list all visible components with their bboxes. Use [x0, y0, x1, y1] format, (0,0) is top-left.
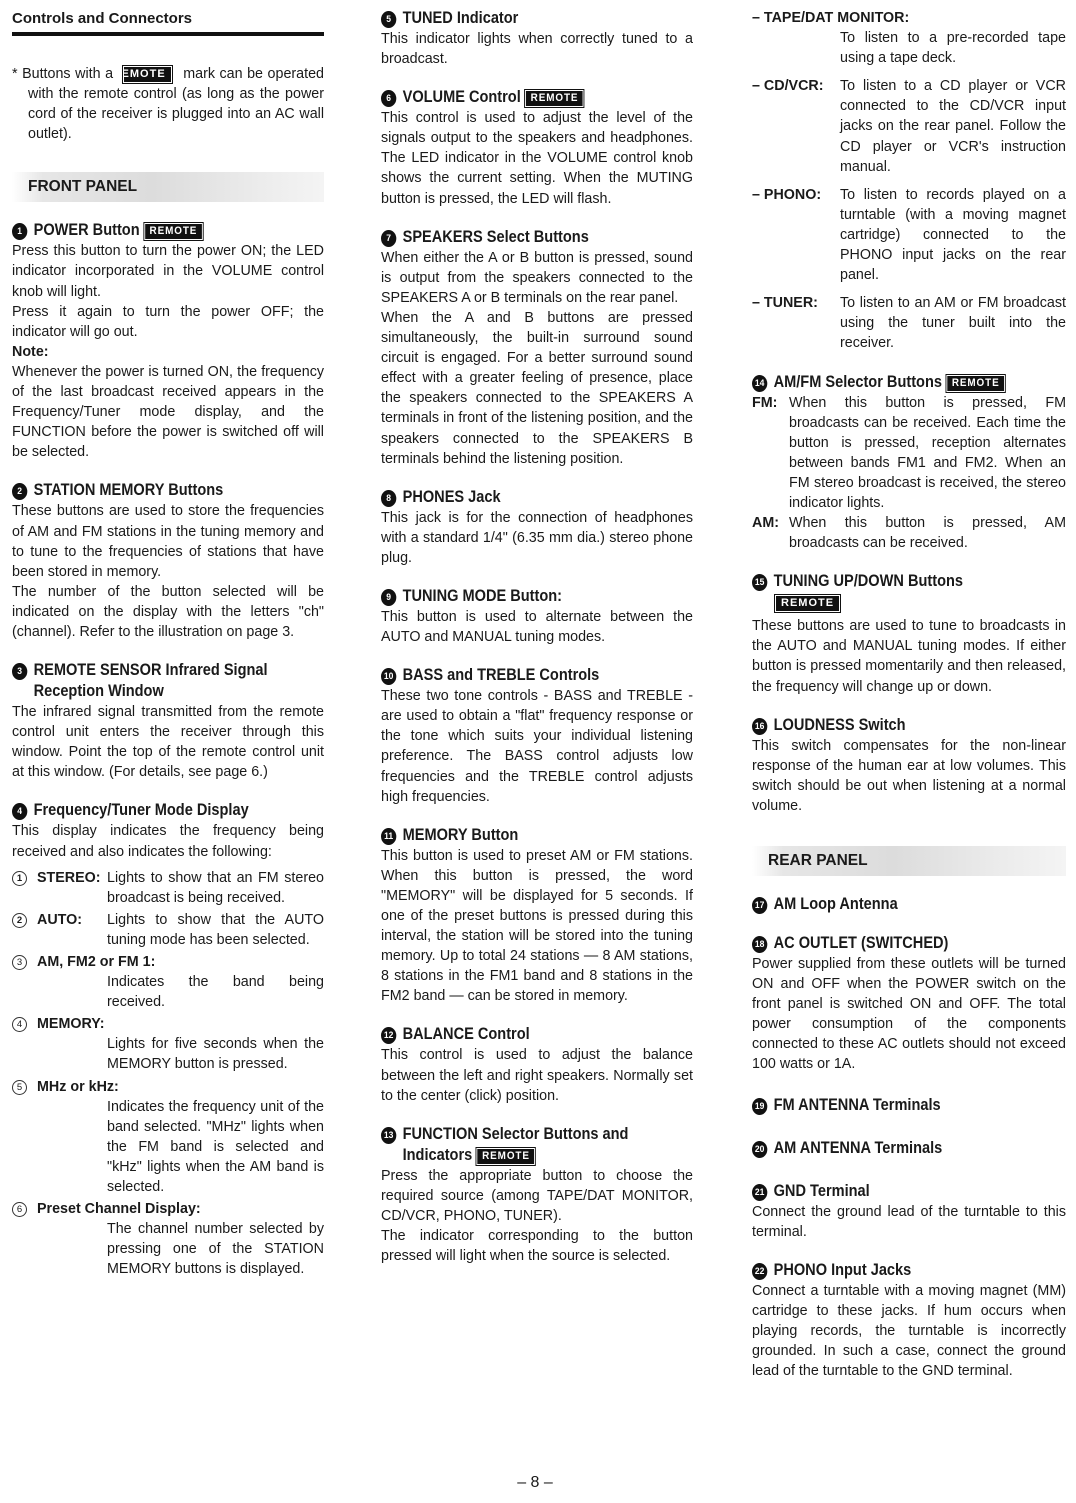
number-badge: 3	[12, 663, 27, 680]
section-heading	[12, 660, 293, 681]
section-title: TUNED Indicator	[402, 9, 519, 27]
section-text: Press it again to turn the power OFF; the indicator will go out.	[12, 303, 324, 340]
function-item-tuner	[752, 293, 1066, 353]
circled-number: 2	[12, 913, 27, 928]
section-heading	[381, 825, 662, 846]
section-heading	[381, 1024, 662, 1045]
function-desc: To listen to a CD player or VCR connected to the CD/VCR input jacks on the rear panel. Follow the CD player or VCR's instruction manual.	[840, 78, 1066, 175]
remote-note-pre: * Buttons with a	[12, 66, 114, 82]
function-desc: To listen to records played on a turntable (with a moving magnet cartridge) connected to the PHONO input jacks on the rear panel.	[840, 186, 1066, 284]
section-text: Press this button to turn the power ON; the LED indicator incorporated in the VOLUME control knob will light.	[12, 243, 324, 300]
section-tuned-indicator	[381, 8, 693, 69]
section-heading	[12, 800, 293, 821]
section-text: Connect a turntable with a moving magnet (MM) cartridge to these jacks. If hum occurs when playing records, the turntable is incorrectly grounded. In such a case, connect the ground lead of the turntable to the GND terminal.	[752, 1282, 1066, 1380]
number-badge: 10	[381, 668, 396, 685]
section-text: These buttons are used to store the frequencies of AM and FM stations in the tuning memory and to tune to the frequencies of stations that have been stored in memory.	[12, 503, 324, 580]
display-item-band	[12, 952, 324, 972]
section-title: PHONO Input Jacks	[773, 1260, 912, 1279]
display-item-auto	[12, 910, 324, 950]
section-memory-button	[381, 825, 693, 1007]
section-title: Frequency/Tuner Mode Display	[33, 801, 249, 820]
section-heading	[752, 894, 1035, 915]
section-heading	[381, 8, 662, 29]
function-label: – TUNER:	[752, 295, 818, 312]
number-badge: 16	[752, 718, 767, 735]
item-label: Preset Channel Display:	[37, 1201, 201, 1218]
section-heading	[752, 933, 1035, 954]
section-text: This control is used to adjust the balance between the left and right speakers. Normally set to the center (click) position.	[381, 1047, 693, 1104]
item-label: STEREO:	[37, 869, 101, 886]
number-badge: 9	[381, 589, 396, 606]
item-description: Lights to show that an FM stereo broadcast is being received.	[107, 869, 324, 906]
section-title-text: Indicators	[402, 1145, 473, 1164]
section-heading	[752, 1138, 1035, 1159]
section-title: AM ANTENNA Terminals	[773, 1138, 943, 1157]
display-item-preset	[12, 1199, 324, 1219]
section-title: POWER Button	[33, 221, 140, 240]
circled-number: 3	[12, 955, 27, 970]
section-title-line2: Reception Window	[33, 682, 164, 701]
item-description: Indicates the frequency unit of the band selected. "MHz" lights when the FM band is selected and "kHz" lights when the AM band is selected.	[107, 1098, 324, 1196]
section-title: SPEAKERS Select Buttons	[402, 227, 589, 246]
section-title: MEMORY Button	[402, 825, 519, 844]
section-volume-control	[381, 87, 693, 208]
section-heading	[381, 87, 662, 108]
number-badge: 17	[752, 897, 767, 914]
section-heading	[12, 220, 293, 241]
band-desc: When this button is pressed, FM broadcasts can be received. Each time the button is pressed, reception alternates between bands FM1 and FM2. When an FM stereo broadcast is received, the stereo indicator lights.	[789, 394, 1066, 511]
section-heading	[381, 665, 662, 686]
band-label: FM:	[752, 394, 778, 411]
remote-badge: REMOTE	[526, 91, 583, 106]
section-heading	[752, 571, 1035, 592]
number-badge: 6	[381, 90, 396, 107]
section-station-memory	[12, 480, 324, 642]
section-text: Whenever the power is turned ON, the frequency of the last broadcast received appears in the Frequency/Tuner mode display, and the FUNCTION before the power is switched off will be selected.	[12, 363, 324, 461]
section-speakers-select	[381, 227, 693, 469]
function-label: – CD/VCR:	[752, 78, 824, 95]
number-badge: 2	[12, 483, 27, 500]
number-badge: 21	[752, 1184, 767, 1201]
circled-number: 6	[12, 1202, 27, 1217]
note-label: Note:	[12, 343, 49, 360]
section-title: STATION MEMORY Buttons	[33, 481, 224, 500]
section-function-selector	[381, 1124, 693, 1266]
item-description: Indicates the band being received.	[107, 974, 324, 1011]
section-title-line2	[381, 1145, 662, 1166]
circled-number: 5	[12, 1080, 27, 1095]
number-badge: 11	[381, 828, 396, 845]
section-title: BALANCE Control	[402, 1025, 530, 1044]
section-title: REMOTE SENSOR Infrared Signal	[33, 661, 268, 680]
number-badge: 8	[381, 490, 396, 507]
section-remote-sensor	[12, 660, 324, 782]
section-title: FM ANTENNA Terminals	[773, 1095, 941, 1114]
remote-note-post: mark can be operated with the remote control (as long as the power cord of the receiver is plugged into an AC wall outlet).	[28, 66, 324, 143]
number-badge: 14	[752, 375, 767, 392]
number-badge: 18	[752, 936, 767, 953]
section-title: LOUDNESS Switch	[773, 715, 906, 734]
display-item-memory	[12, 1014, 324, 1034]
section-frequency-display	[12, 800, 324, 1279]
section-fm-antenna	[752, 1095, 1066, 1116]
section-text: Press the appropriate button to choose the required source (among TAPE/DAT MONITOR, CD/VCR, PHONO, TUNER).	[381, 1167, 693, 1224]
section-text: The infrared signal transmitted from the remote control unit enters the receiver through this window. Point the top of the remote control unit at this window. (For details, see page 6.)	[12, 704, 324, 781]
section-text: This jack is for the connection of headphones with a standard 1/4" (6.35 mm dia.) stereo phone plug.	[381, 509, 693, 566]
display-item-unit	[12, 1077, 324, 1097]
section-text: Connect the ground lead of the turntable to this terminal.	[752, 1203, 1066, 1240]
section-text: This button is used to preset AM or FM stations. When this button is pressed, the word "MEMORY" will be displayed for 5 seconds. If one of the preset buttons is pressed during this interval, the station will be stored into the tuning memory. Up to total 24 stations — 8 AM stations, 8 stations in the FM1 band and 8 stations in the FM2 band — can be stored in memory.	[381, 847, 693, 1005]
remote-badge: REMOTE	[947, 376, 1004, 391]
section-text: When the A and B buttons are pressed simultaneously, the built-in surround sound circuit is engaged. For a better surround sound effect with a greater feeling of presence, place the speakers connected to the SPEAKERS A terminals in front of the listening position, and the speakers connected to the SPEAKERS B terminals behind the listening position.	[381, 309, 693, 467]
section-amfm-selector	[752, 372, 1066, 554]
item-label: MEMORY:	[37, 1016, 105, 1033]
section-text: These two tone controls - BASS and TREBLE - are used to obtain a "flat" frequency response or the tone which suits your individual listening preference. The BASS control adjusts low frequencies and the TREBLE control adjusts high frequencies.	[381, 688, 693, 805]
function-label: – PHONO:	[752, 186, 822, 203]
function-item-phono	[752, 185, 1066, 285]
circled-number: 4	[12, 1017, 27, 1032]
number-badge: 20	[752, 1141, 767, 1158]
section-text: This display indicates the frequency being received and also indicates the following:	[12, 823, 324, 860]
number-badge: 15	[752, 574, 767, 591]
section-title: PHONES Jack	[402, 487, 501, 506]
section-title: AM Loop Antenna	[773, 895, 898, 913]
section-text: The indicator corresponding to the button pressed will light when the source is selected.	[381, 1228, 693, 1265]
section-title: AC OUTLET (SWITCHED)	[773, 934, 949, 952]
section-title: BASS and TREBLE Controls	[402, 666, 600, 685]
section-title: GND Terminal	[773, 1181, 870, 1200]
section-heading	[752, 372, 1035, 393]
section-text: The number of the button selected will be indicated on the display with the letters "ch" (channel). Refer to the illustration on page 3.	[12, 583, 324, 640]
section-heading	[381, 487, 662, 508]
section-tuning-mode	[381, 586, 693, 647]
section-heading	[752, 715, 1035, 736]
section-phones-jack	[381, 487, 693, 568]
band-label: AM:	[752, 515, 779, 532]
remote-badge: REMOTE	[145, 224, 202, 239]
section-am-antenna	[752, 1138, 1066, 1159]
section-phono-input	[752, 1260, 1066, 1381]
section-heading	[752, 1260, 1035, 1281]
circled-number: 1	[12, 871, 27, 886]
section-text: When either the A or B button is pressed, sound is output from the speakers connected to the SPEAKERS A or B terminals on the rear panel.	[381, 249, 693, 306]
section-heading	[381, 1124, 662, 1145]
function-label-tape: – TAPE/DAT MONITOR:	[752, 10, 910, 26]
section-title: TUNING UP/DOWN Buttons	[773, 572, 963, 591]
section-loudness	[752, 715, 1066, 816]
band-item-am	[752, 513, 1066, 553]
section-title: AM/FM Selector Buttons	[773, 372, 942, 391]
section-heading	[12, 480, 293, 501]
section-text: Power supplied from these outlets will be turned ON and OFF when the POWER switch on the front panel is switched ON and OFF. The total power consumption of the components connected to these AC outlets should not exceed 100 watts or 1A.	[752, 956, 1066, 1073]
page-number: – 8 –	[517, 1474, 553, 1491]
front-panel-label: FRONT PANEL	[28, 178, 138, 196]
column-right	[752, 8, 1066, 1381]
number-badge: 1	[12, 223, 27, 240]
section-ac-outlet	[752, 933, 1066, 1075]
item-label: AUTO:	[37, 911, 83, 928]
section-text: These buttons are used to tune to broadcasts in the AUTO and MANUAL tuning modes. If either button is pressed momentarily and then released, the frequency will change up or down.	[752, 618, 1066, 695]
remote-badge: REMOTE	[478, 1149, 535, 1164]
section-bass-treble	[381, 665, 693, 807]
section-power-button	[12, 220, 324, 462]
function-list	[752, 8, 1066, 354]
band-item-fm	[752, 393, 1066, 514]
column-left	[12, 8, 324, 1280]
remote-badge: REMOTE	[776, 596, 839, 611]
rear-panel-heading	[752, 846, 1066, 876]
item-description: Lights to show that the AUTO tuning mode has been selected.	[107, 911, 324, 948]
item-description: The channel number selected by pressing one of the STATION MEMORY buttons is displayed.	[107, 1221, 324, 1278]
remote-badge-row	[752, 594, 1066, 612]
display-item-stereo	[12, 868, 324, 908]
band-desc: When this button is pressed, AM broadcasts can be received.	[789, 515, 1066, 552]
remote-note	[12, 64, 324, 144]
section-title: TUNING MODE Button:	[402, 586, 563, 605]
section-title: FUNCTION Selector Buttons and	[402, 1124, 629, 1143]
page-title	[12, 8, 324, 36]
function-item-cdvcr	[752, 76, 1066, 176]
remote-badge: REMOTE	[124, 67, 171, 82]
section-heading	[381, 227, 662, 248]
number-badge: 5	[381, 11, 396, 28]
function-desc-tape: To listen to a pre-recorded tape using a tape deck.	[840, 30, 1066, 67]
item-label: AM, FM2 or FM 1:	[37, 954, 156, 970]
section-heading	[752, 1095, 1035, 1116]
section-title: VOLUME Control	[402, 88, 521, 107]
front-panel-heading	[12, 172, 324, 202]
section-text: This switch compensates for the non-linear response of the human ear at low volumes. This switch should be out when listening at a normal volume.	[752, 737, 1066, 814]
section-balance-control	[381, 1024, 693, 1105]
section-tuning-updown	[752, 571, 1066, 696]
item-description: Lights for five seconds when the MEMORY button is pressed.	[107, 1036, 324, 1073]
section-gnd-terminal	[752, 1181, 1066, 1242]
function-desc: To listen to an AM or FM broadcast using the tuner built into the receiver.	[840, 295, 1066, 352]
section-text: This control is used to adjust the level of the signals output to the speakers and headphones. The LED indicator in the VOLUME control knob shows the current setting. When the MUTING button is pressed, the LED will flash.	[381, 110, 693, 207]
number-badge: 13	[381, 1127, 396, 1144]
number-badge: 12	[381, 1027, 396, 1044]
section-heading	[381, 586, 662, 607]
item-label: MHz or kHz:	[37, 1078, 119, 1095]
section-text: This indicator lights when correctly tuned to a broadcast.	[381, 31, 693, 68]
column-middle	[381, 8, 693, 1266]
page-title-text: Controls and Connectors	[12, 10, 193, 27]
number-badge: 22	[752, 1263, 767, 1280]
number-badge: 4	[12, 803, 27, 820]
rear-panel-label: REAR PANEL	[768, 852, 868, 869]
section-am-loop	[752, 894, 1066, 915]
section-text: This button is used to alternate between the AUTO and MANUAL tuning modes.	[381, 608, 693, 646]
number-badge: 7	[381, 230, 396, 247]
section-heading	[752, 1181, 1035, 1202]
number-badge: 19	[752, 1098, 767, 1115]
